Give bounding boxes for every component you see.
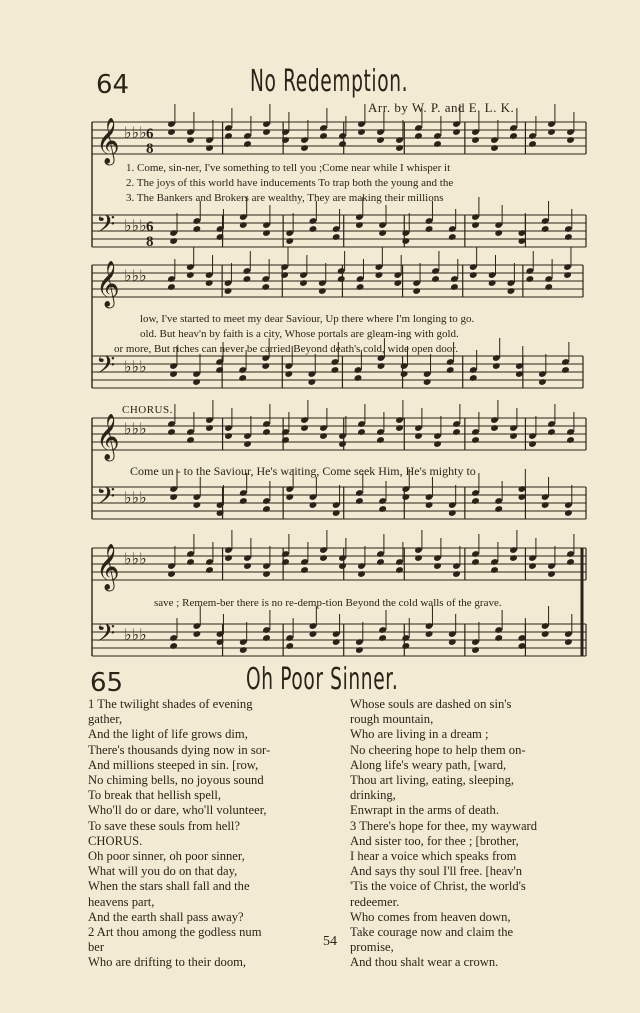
note-head — [547, 128, 556, 136]
note-head — [446, 366, 455, 374]
note-head — [448, 233, 457, 241]
note-head — [205, 566, 214, 574]
note-head — [319, 132, 328, 140]
note-head — [395, 566, 404, 574]
time-signature: 6 — [146, 126, 154, 142]
note-head — [224, 554, 233, 562]
note-head — [412, 287, 421, 295]
poem-right-line: drinking, — [350, 788, 396, 803]
note-head — [299, 279, 308, 287]
note-head — [414, 554, 423, 562]
note-head — [509, 554, 518, 562]
poem-right-line: promise, — [350, 940, 394, 955]
note-head — [566, 436, 575, 444]
note-head — [375, 271, 384, 279]
bass-clef: 𝄢 — [96, 210, 116, 245]
note-head — [401, 493, 410, 501]
note-head — [239, 497, 248, 505]
note-head — [471, 136, 480, 144]
note-head — [423, 378, 432, 386]
note-head — [243, 140, 252, 148]
note-head — [490, 144, 499, 152]
note-head — [167, 570, 176, 578]
note-head — [448, 509, 457, 517]
key-signature: ♭♭♭ — [124, 625, 147, 644]
note-head — [490, 566, 499, 574]
poem-left-line: And millions steeped in sin. [row, — [88, 757, 259, 772]
note-head — [332, 509, 341, 517]
note-head — [285, 642, 294, 650]
poem-left-line: heavens part, — [88, 894, 155, 909]
note-head — [433, 562, 442, 570]
note-head — [433, 140, 442, 148]
poem-right-line: And thou shalt wear a crown. — [350, 955, 499, 970]
note-head — [319, 432, 328, 440]
note-head — [528, 140, 537, 148]
verse-line-5: old. But heav'n by faith is a city, Whose portals are gleam-ing with gold. — [140, 328, 459, 340]
note-head — [448, 638, 457, 646]
note-head — [281, 436, 290, 444]
note-head — [238, 374, 247, 382]
key-signature: ♭♭♭ — [124, 357, 147, 376]
note-head — [285, 237, 294, 245]
poem-left-line: Who are drifting to their doom, — [88, 955, 247, 970]
note-head — [541, 630, 550, 638]
note-head — [414, 132, 423, 140]
note-head — [414, 432, 423, 440]
note-head — [425, 225, 434, 233]
poem-left-line: gather, — [88, 712, 123, 727]
poem-right-line: Along life's weary path, [ward, — [350, 757, 507, 772]
note-head — [357, 128, 366, 136]
note-head — [309, 225, 318, 233]
note-head — [186, 136, 195, 144]
note-head — [239, 221, 248, 229]
note-head — [338, 440, 347, 448]
hymn-64-title: No Redemption. — [250, 64, 409, 99]
poem-right-line: Take courage now and claim the — [350, 925, 514, 940]
poem-left-line: What will you do on that day, — [88, 864, 238, 879]
note-head — [192, 378, 201, 386]
note-head — [547, 570, 556, 578]
poem-right-line: Whose souls are dashed on sin's — [350, 697, 512, 711]
hymn-64-number: 64 — [96, 70, 130, 100]
note-head — [243, 440, 252, 448]
note-head — [526, 275, 535, 283]
note-head — [452, 428, 461, 436]
key-signature: ♭♭♭ — [124, 549, 147, 568]
note-head — [492, 362, 501, 370]
bass-clef: 𝄢 — [96, 351, 116, 386]
note-head — [494, 634, 503, 642]
note-head — [490, 424, 499, 432]
key-signature: ♭♭♭ — [124, 266, 147, 285]
note-head — [285, 493, 294, 501]
note-head — [338, 140, 347, 148]
verse-line-3: 3. The Bankers and Brokers are wealthy, They are making their millions — [126, 192, 444, 204]
note-head — [224, 132, 233, 140]
note-head — [261, 283, 270, 291]
note-head — [262, 128, 271, 136]
note-head — [186, 271, 195, 279]
note-head — [300, 144, 309, 152]
note-head — [471, 221, 480, 229]
poem-left-line: 2 Art thou among the godless num — [88, 925, 262, 940]
note-head — [425, 630, 434, 638]
hymn-65-number: 65 — [90, 668, 124, 698]
note-head — [469, 374, 478, 382]
poem-left-line: To break that hellish spell, — [88, 788, 222, 803]
note-head — [376, 136, 385, 144]
note-head — [355, 497, 364, 505]
note-head — [192, 630, 201, 638]
verse-line-6: or more, But riches can never be carried Beyond death's cold, wide open door. — [114, 343, 459, 355]
poem-left-line: Oh poor sinner, oh poor sinner, — [88, 849, 245, 864]
note-head — [401, 237, 410, 245]
chorus-line-1: Come un - to the Saviour, He's waiting, Come seek Him, He's mighty to — [130, 464, 476, 478]
note-head — [280, 271, 289, 279]
note-head — [471, 646, 480, 654]
note-head — [205, 424, 214, 432]
note-head — [547, 428, 556, 436]
poem-right-line: And says thy soul I'll free. [heav'n — [350, 864, 523, 879]
note-head — [566, 558, 575, 566]
note-head — [262, 505, 271, 513]
note-head — [452, 128, 461, 136]
note-head — [356, 283, 365, 291]
poem-left-line: 1 The twilight shades of evening — [88, 697, 253, 711]
note-head — [425, 501, 434, 509]
note-head — [262, 229, 271, 237]
note-head — [205, 144, 214, 152]
note-head — [224, 287, 233, 295]
note-head — [433, 440, 442, 448]
note-head — [488, 279, 497, 287]
note-head — [528, 562, 537, 570]
time-signature: 8 — [146, 234, 154, 250]
key-signature: ♭♭♭ — [124, 419, 147, 438]
note-head — [431, 275, 440, 283]
note-head — [332, 638, 341, 646]
note-head — [300, 566, 309, 574]
note-head — [395, 144, 404, 152]
hymn-64-arranger: Arr. by W. P. and E. L. K. — [368, 100, 515, 115]
note-head — [471, 558, 480, 566]
poem-right-line: 3 There's hope for thee, my wayward — [350, 818, 538, 833]
chorus-label: CHORUS. — [122, 404, 173, 416]
note-head — [509, 132, 518, 140]
note-head — [169, 237, 178, 245]
poem-right-line: No cheering hope to help them on- — [350, 742, 526, 757]
note-head — [378, 505, 387, 513]
note-head — [507, 287, 516, 295]
note-head — [318, 287, 327, 295]
note-head — [243, 562, 252, 570]
note-head — [452, 570, 461, 578]
time-signature: 8 — [146, 141, 154, 157]
poem-right-line: And sister too, for thee ; [brother, — [350, 833, 519, 848]
note-head — [450, 283, 459, 291]
note-head — [243, 275, 252, 283]
poem-left-column — [88, 697, 270, 971]
note-head — [309, 630, 318, 638]
note-head — [544, 283, 553, 291]
note-head — [509, 432, 518, 440]
note-head — [262, 428, 271, 436]
note-head — [400, 370, 409, 378]
note-head — [300, 424, 309, 432]
note-head — [186, 436, 195, 444]
poem-left-line: When the stars shall fall and the — [88, 879, 250, 894]
note-head — [262, 570, 271, 578]
verse-line-1: 1. Come, sin-ner, I've something to tell you ;Come near while I whisper it — [126, 162, 451, 174]
note-head — [205, 279, 214, 287]
key-signature: ♭♭♭ — [124, 123, 147, 142]
note-head — [167, 283, 176, 291]
note-head — [319, 554, 328, 562]
poem-left-line: No chiming bells, no joyous sound — [88, 773, 264, 788]
note-head — [566, 136, 575, 144]
note-head — [281, 558, 290, 566]
note-head — [469, 271, 478, 279]
note-head — [308, 378, 317, 386]
note-head — [471, 497, 480, 505]
note-head — [192, 501, 201, 509]
treble-clef: 𝄞 — [96, 261, 120, 307]
note-head — [262, 634, 271, 642]
note-head — [357, 570, 366, 578]
note-head — [167, 428, 176, 436]
note-head — [561, 366, 570, 374]
poem-right-line: I hear a voice which speaks from — [350, 849, 517, 864]
verse-line-4: low, I've started to meet my dear Saviour, Up there where I'm longing to go. — [140, 313, 475, 325]
note-head — [169, 642, 178, 650]
poem-left-line: Who'll do or dare, who'll volunteer, — [88, 803, 267, 818]
note-head — [494, 229, 503, 237]
poem-left-line: There's thousands dying now in sor- — [88, 742, 271, 757]
key-signature: ♭♭♭ — [124, 216, 147, 235]
poem-right-line: Thou art living, eating, sleeping, — [350, 773, 515, 788]
note-head — [338, 562, 347, 570]
note-head — [331, 366, 340, 374]
verse-line-2: 2. The joys of this world have inducements To trap both the young and the — [126, 177, 454, 189]
note-head — [564, 509, 573, 517]
note-head — [378, 634, 387, 642]
note-head — [169, 493, 178, 501]
note-head — [538, 378, 547, 386]
treble-clef: 𝄞 — [96, 414, 120, 460]
poem-left-line: ber — [88, 940, 105, 955]
time-signature: 6 — [146, 219, 154, 235]
note-head — [224, 432, 233, 440]
note-head — [332, 233, 341, 241]
note-head — [376, 436, 385, 444]
note-head — [239, 646, 248, 654]
poem-left-line: CHORUS. — [88, 833, 143, 848]
note-head — [377, 362, 386, 370]
poem-right-line: rough mountain, — [350, 712, 434, 727]
note-head — [192, 225, 201, 233]
note-head — [169, 370, 178, 378]
bass-clef: 𝄢 — [96, 482, 116, 517]
poem-right-line: Who are living in a dream ; — [350, 727, 489, 742]
page-number: 54 — [323, 934, 337, 949]
note-head — [494, 505, 503, 513]
note-head — [281, 136, 290, 144]
bass-clef: 𝄢 — [96, 619, 116, 654]
note-head — [541, 501, 550, 509]
note-head — [355, 221, 364, 229]
note-head — [395, 424, 404, 432]
note-head — [564, 638, 573, 646]
poem-right-line: Enwrapt in the arms of death. — [350, 803, 499, 818]
note-head — [357, 428, 366, 436]
poem-left-line: To save these souls from hell? — [88, 818, 240, 833]
note-head — [401, 642, 410, 650]
poem-right-line: redeemer. — [350, 894, 400, 909]
note-head — [471, 436, 480, 444]
note-head — [309, 501, 318, 509]
treble-clef: 𝄞 — [96, 118, 120, 164]
note-head — [541, 225, 550, 233]
poem-right-column — [350, 697, 537, 971]
note-head — [528, 440, 537, 448]
treble-clef: 𝄞 — [96, 544, 120, 590]
poem-right-line: 'Tis the voice of Christ, the world's — [350, 879, 526, 894]
note-head — [564, 233, 573, 241]
poem-right-line: Who comes from heaven down, — [350, 909, 511, 924]
note-head — [186, 558, 195, 566]
note-head — [378, 229, 387, 237]
note-head — [284, 370, 293, 378]
poem-left-line: And the earth shall pass away? — [88, 909, 244, 924]
key-signature: ♭♭♭ — [124, 488, 147, 507]
note-head — [355, 646, 364, 654]
note-head — [337, 275, 346, 283]
note-head — [563, 271, 572, 279]
poem-left-line: And the light of life grows dim, — [88, 727, 248, 742]
chorus-line-2: save ; Remem-ber there is no re-demp-tion Beyond the cold walls of the grave. — [154, 597, 502, 609]
note-head — [167, 128, 176, 136]
note-head — [354, 374, 363, 382]
note-head — [393, 279, 402, 287]
note-head — [261, 362, 270, 370]
note-head — [376, 558, 385, 566]
hymn-65-title: Oh Poor Sinner. — [246, 662, 399, 697]
